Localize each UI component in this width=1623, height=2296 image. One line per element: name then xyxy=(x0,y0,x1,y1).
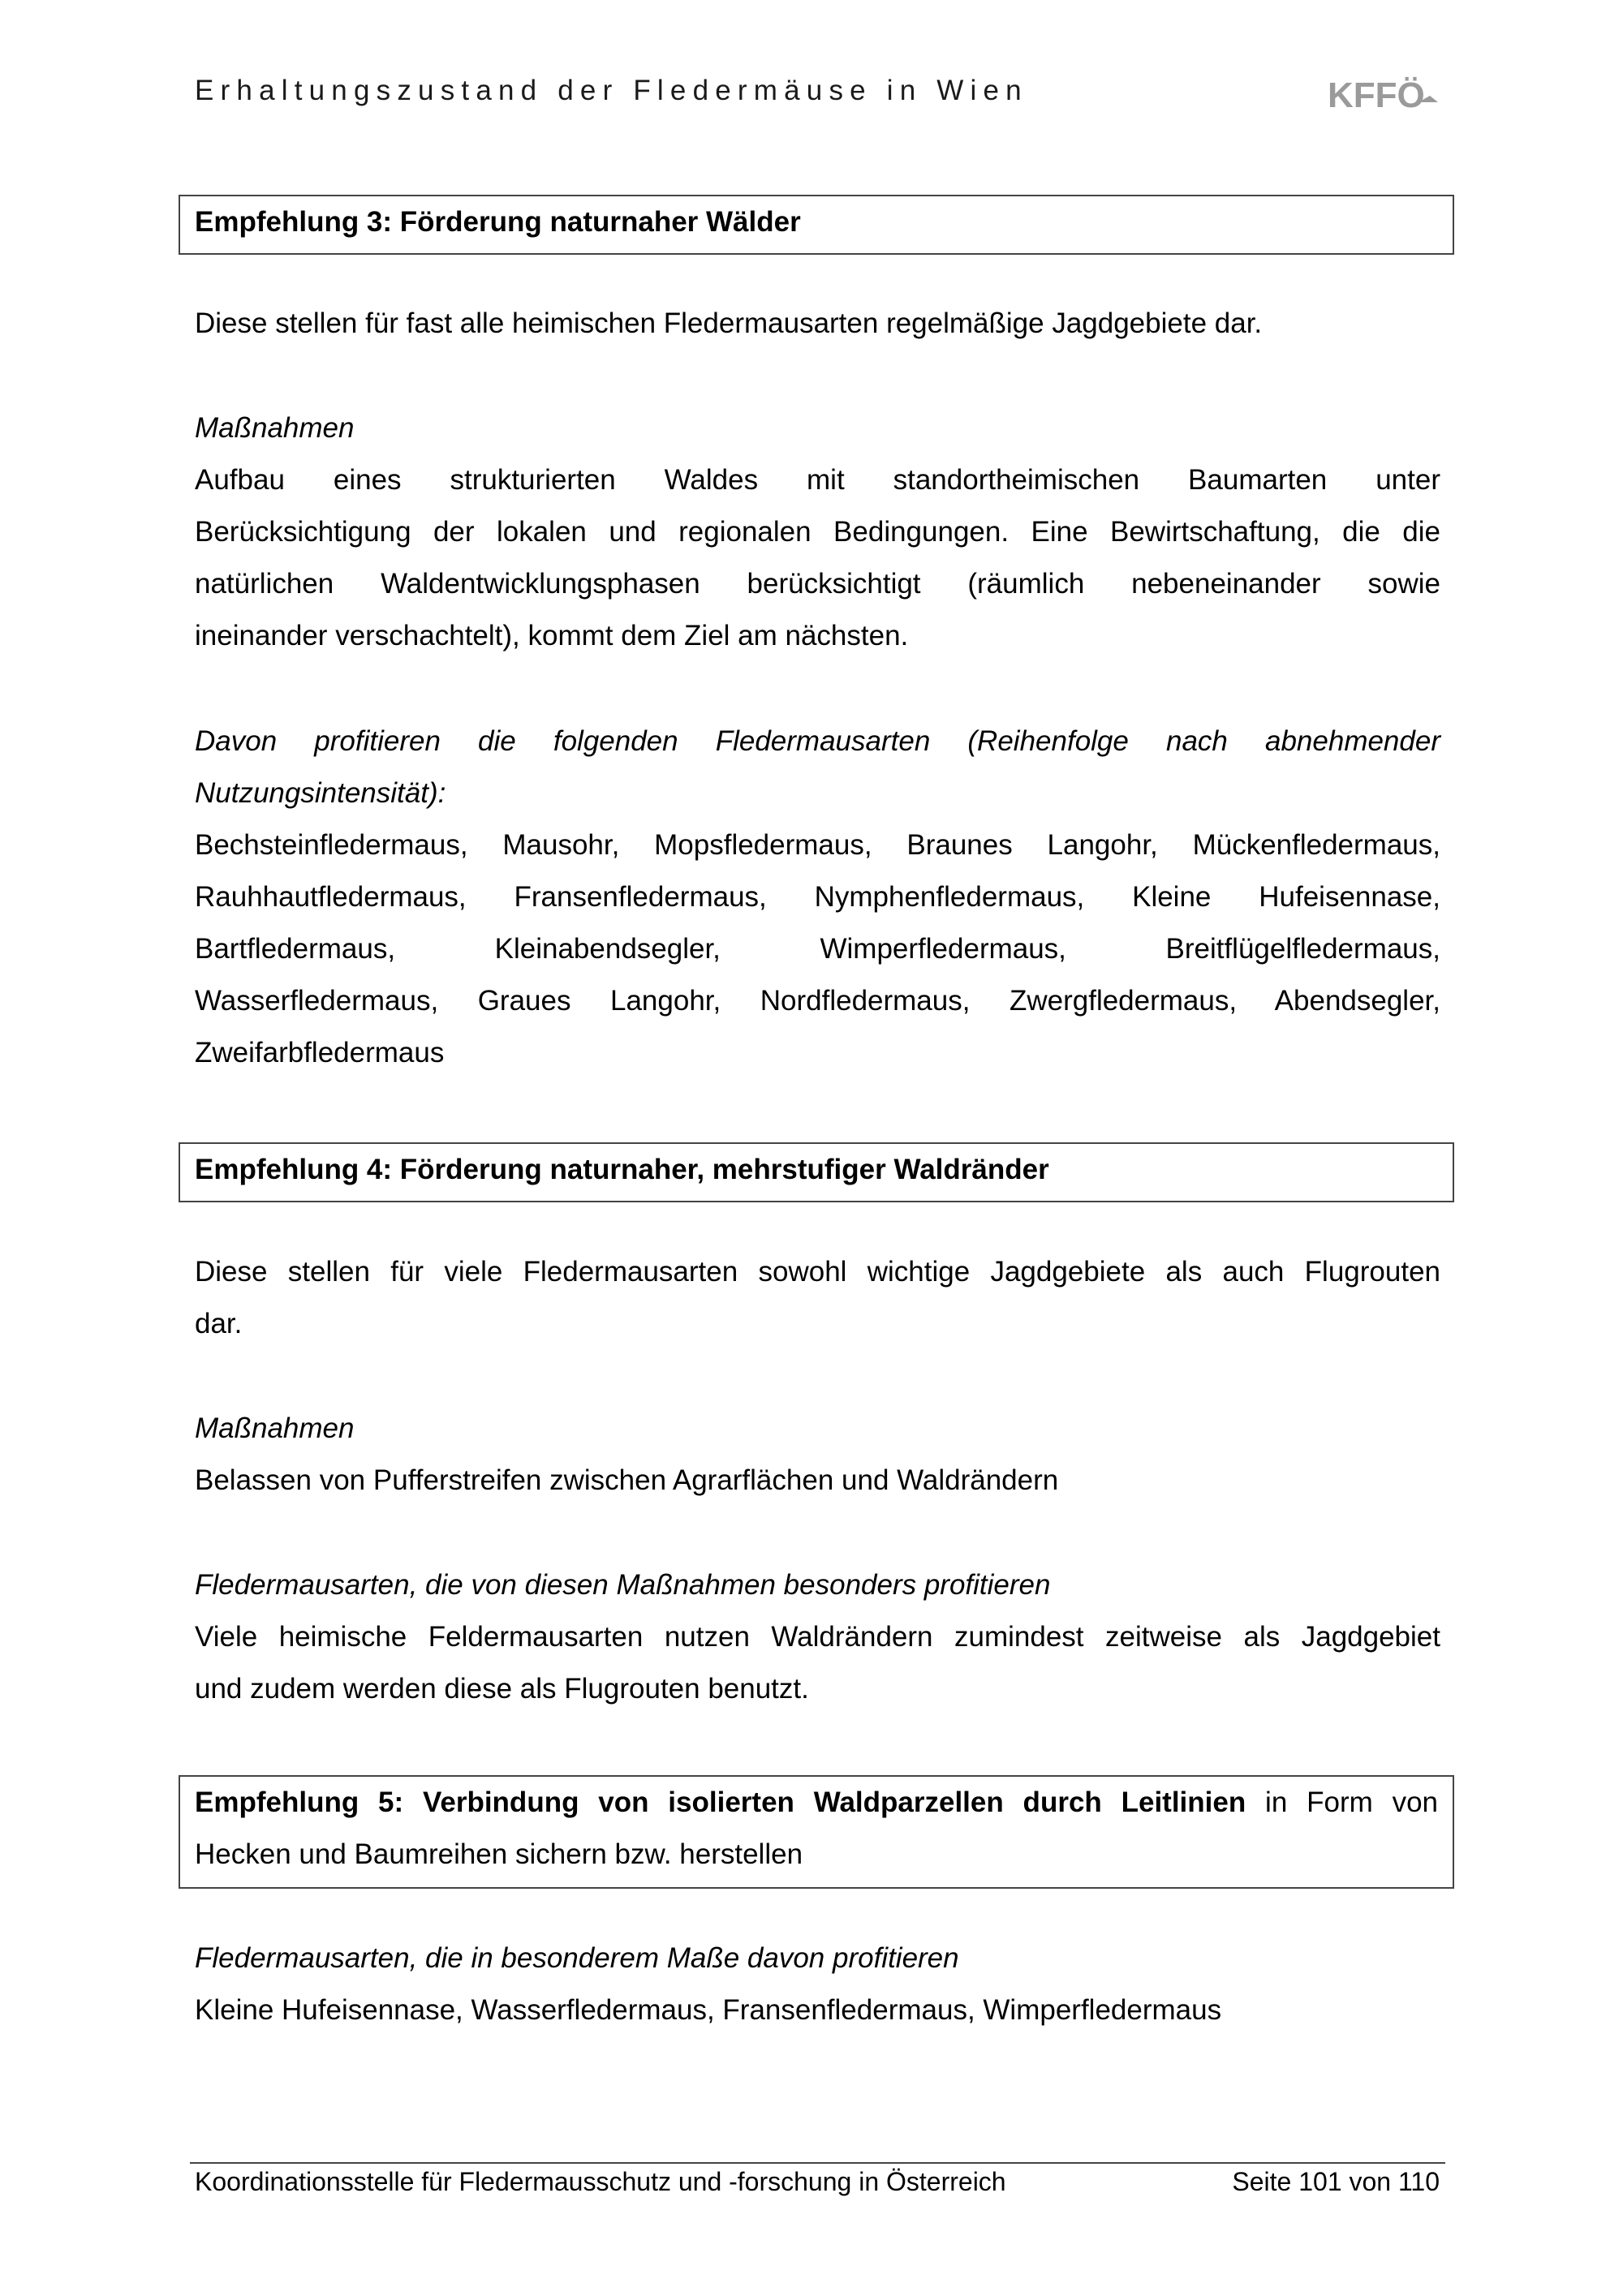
rec3-species-line: Zweifarbfledermaus xyxy=(195,1037,445,1068)
rec5-species-heading: Fledermausarten, die in besonderem Maße davon profitieren xyxy=(195,1942,959,1974)
rec4-measures-heading: Maßnahmen xyxy=(195,1412,355,1444)
recommendation-4-intro xyxy=(195,1246,1440,1350)
rec3-intro-text: Diese stellen für fast alle heimischen Fledermausarten regelmäßige Jagdgebiete dar. xyxy=(195,307,1263,339)
rec3-measures-line: Aufbau eines strukturierten Waldes mit standortheimischen Baumarten unter xyxy=(195,464,1440,496)
recommendation-3-intro xyxy=(195,298,1440,350)
rec4-measures-text: Belassen von Pufferstreifen zwischen Agrarflächen und Waldrändern xyxy=(195,1464,1059,1496)
rec5-title-rest: in Form von xyxy=(1246,1786,1439,1818)
rec3-species-line: Rauhhautfledermaus, Fransenfledermaus, Nymphenfledermaus, Kleine Hufeisennase, xyxy=(195,881,1440,913)
rec3-measures-heading: Maßnahmen xyxy=(195,412,355,444)
rec5-species-text: Kleine Hufeisennase, Wasserfledermaus, Fransenfledermaus, Wimperfledermaus xyxy=(195,1994,1222,2026)
rec3-species-line: Bechsteinfledermaus, Mausohr, Mopsfledermaus, Braunes Langohr, Mückenfledermaus, xyxy=(195,829,1440,861)
recommendation-4-title: Empfehlung 4: Förderung naturnaher, mehrstufiger Waldränder xyxy=(195,1154,1049,1185)
kffo-logo xyxy=(1328,71,1441,115)
footer-page-number: Seite 101 von 110 xyxy=(1232,2167,1440,2196)
running-header-title: Erhaltungszustand der Fledermäuse in Wien xyxy=(195,75,1028,106)
footer-organization: Koordinationsstelle für Fledermausschutz und -forschung in Österreich xyxy=(195,2167,1006,2196)
recommendation-5-species xyxy=(195,1933,1440,2036)
rec4-intro-line: dar. xyxy=(195,1308,243,1339)
logo-text: KFFÖ xyxy=(1328,75,1425,115)
recommendation-3-measures xyxy=(195,402,1440,662)
recommendation-4-species xyxy=(195,1559,1440,1715)
rec4-intro-line: Diese stellen für viele Fledermausarten sowohl wichtige Jagdgebiete als auch Flugrouten xyxy=(195,1256,1440,1288)
rec5-title-bold: Empfehlung 5: Verbindung von isolierten Waldparzellen durch Leitlinien xyxy=(195,1786,1246,1818)
rec3-measures-line: natürlichen Waldentwicklungsphasen berücksichtigt (räumlich nebeneinander sowie xyxy=(195,568,1440,600)
rec3-measures-line: Berücksichtigung der lokalen und regionalen Bedingungen. Eine Bewirtschaftung, die die xyxy=(195,516,1440,548)
recommendation-4-measures xyxy=(195,1403,1440,1507)
rec3-species-heading-line: Davon profitieren die folgenden Fledermausarten (Reihenfolge nach abnehmender xyxy=(195,725,1440,757)
rec4-species-line: und zudem werden diese als Flugrouten benutzt. xyxy=(195,1673,809,1705)
recommendation-5-title-line2: Hecken und Baumreihen sichern bzw. herstellen xyxy=(195,1838,803,1870)
recommendation-5-box xyxy=(179,1775,1454,1889)
rec4-species-heading: Fledermausarten, die von diesen Maßnahmen besonders profitieren xyxy=(195,1569,1051,1601)
recommendation-3-title: Empfehlung 3: Förderung naturnaher Wälder xyxy=(195,206,801,238)
rec3-species-heading-line: Nutzungsintensität): xyxy=(195,777,446,809)
rec3-species-line: Wasserfledermaus, Graues Langohr, Nordfledermaus, Zwergfledermaus, Abendsegler, xyxy=(195,985,1440,1017)
recommendation-5-title-line1 xyxy=(195,1777,1438,1829)
recommendation-3-species xyxy=(195,716,1440,1079)
rec3-measures-line: ineinander verschachtelt), kommt dem Ziel am nächsten. xyxy=(195,620,909,651)
footer-divider xyxy=(190,2162,1445,2164)
recommendation-3-box xyxy=(179,195,1454,255)
recommendation-4-box xyxy=(179,1142,1454,1202)
rec3-species-line: Bartfledermaus, Kleinabendsegler, Wimperfledermaus, Breitflügelfledermaus, xyxy=(195,933,1440,965)
rec4-species-line: Viele heimische Feldermausarten nutzen Waldrändern zumindest zeitweise als Jagdgebiet xyxy=(195,1621,1440,1653)
